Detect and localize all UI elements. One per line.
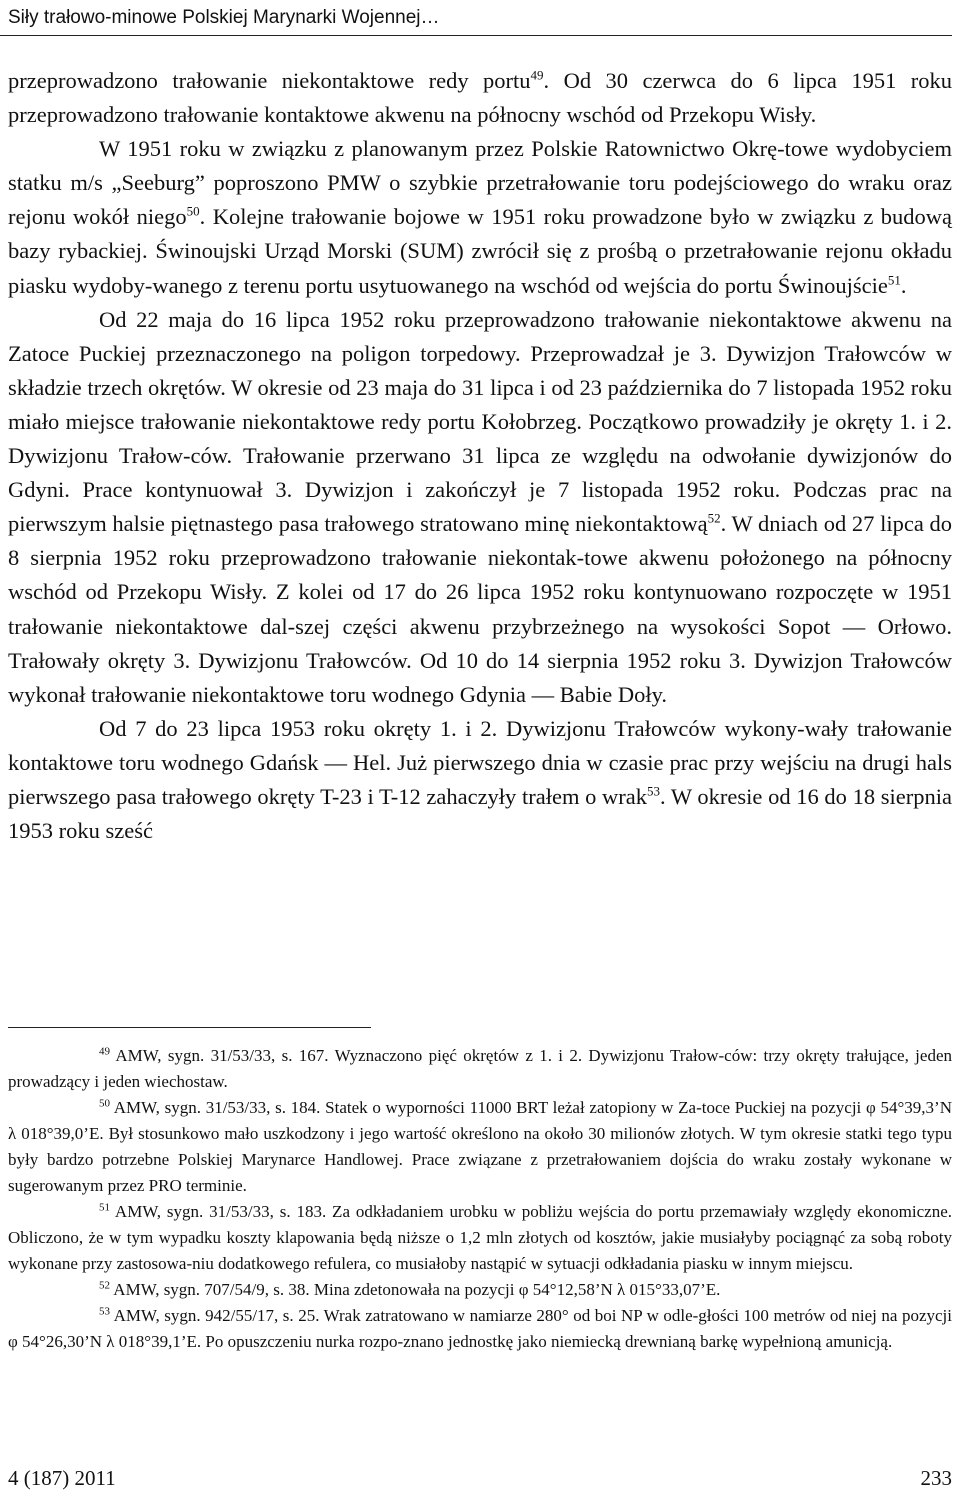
footnote-ref-51: 51 [887,272,901,288]
text-run: . Kolejne trałowanie bojowe w 1951 roku prowadzone było w związku z budową bazy rybackiej. Świnoujski Urząd Morski (SUM) zwrócił się z prośbą o przetrałowanie rejonu okładu piasku wydoby-wanego z terenu portu usytuowanego na wschód od wejścia do portu Świnoujście [8,204,953,298]
paragraph-3 [8,303,952,712]
body-text [8,64,952,848]
footnote-text: AMW, sygn. 31/53/33, s. 167. Wyznaczono pięć okrętów z 1. i 2. Dywizjonu Trałow-ców: trzy okręty trałujące, jeden prowadzący i jeden wiechostaw. [8,1046,952,1091]
footnote-number: 51 [99,1201,110,1214]
footnote-53 [8,1303,952,1355]
issue-label: 4 (187) 2011 [8,1466,116,1490]
footnote-51 [8,1199,952,1277]
text-run: . [900,272,907,298]
paragraph-1 [8,64,952,132]
footnote-number: 49 [99,1045,110,1058]
footnote-ref-50: 50 [186,203,200,219]
footnote-number: 53 [99,1305,110,1318]
footnote-separator [8,1027,371,1028]
text-run: W 1951 roku w związku z planowanym przez Polskie Ratownictwo Okrę-towe wydobyciem statku m/s „Seeburg” poproszono PMW o szybkie przetrałowanie toru podejściowego do wraku oraz rejonu wokół niego [8,136,952,230]
paragraph-4 [8,712,952,848]
footnotes [8,1043,952,1355]
page-footer [8,1464,952,1492]
footnote-number: 50 [99,1097,110,1110]
footnote-50 [8,1095,952,1199]
footnote-text: AMW, sygn. 31/53/33, s. 183. Za odkładaniem urobku w pobliżu wejścia do portu przemawiały względy ekonomiczne. Obliczono, że w tym wypadku koszty klapowania będą niższe o 1,2 mln złotych od kosztów, jakie musiałyby pociągnąć za sobą roboty wykonane przy zastosowa-niu dodatkowego refulera, co musiałoby nastąpić w sytuacji odkładania piasku w innym miejscu. [8,1202,952,1273]
footnote-ref-53: 53 [647,783,661,799]
footnote-52 [8,1277,952,1303]
page-number: 233 [920,1466,952,1490]
footnote-49 [8,1043,952,1095]
footnote-text: AMW, sygn. 942/55/17, s. 25. Wrak zatratowano w namiarze 280° od boi NP w odle-głości 100 metrów od niej na pozycji φ 54°26,30’N λ 018°39,1’E. Po opuszczeniu nurka rozpo-znano jednostkę jako niemiecką drewnianą barkę wypełnioną amunicją. [8,1306,952,1351]
footnote-ref-49: 49 [530,67,544,83]
paragraph-2 [8,132,952,302]
footnote-ref-52: 52 [707,510,721,526]
footnote-number: 52 [99,1279,110,1292]
running-header [0,0,952,36]
running-title: Siły trałowo-minowe Polskiej Marynarki Wojennej… [8,7,440,28]
text-run: . W dniach od 27 lipca do 8 sierpnia 1952 roku przeprowadzono trałowanie niekontak-towe akwenu położonego na północny wschód od Przekopu Wisły. Z kolei od 17 do 26 lipca 1952 roku kontynuowano rozpoczęte w 1951 trałowanie niekontaktowe dal-szej części akwenu przybrzeżnego na wysokości Sopot — Orłowo. Trałowały okręty 3. Dywizjonu Trałowców. Od 10 do 14 sierpnia 1952 roku 3. Dywizjon Trałowców wykonał trałowanie niekontaktowe toru wodnego Gdynia — Babie Doły. [8,511,953,707]
text-run: . W okresie od 16 do 18 sierpnia 1953 roku sześć [8,783,952,844]
text-run: Od 22 maja do 16 lipca 1952 roku przeprowadzono trałowanie niekontaktowe akwenu na Zatoce Puckiej przeznaczonego na poligon torpedowy. Przeprowadzał je 3. Dywizjon Trałowców w składzie trzech okrętów. W okresie od 23 maja do 31 lipca i od 23 października do 7 listopada 1952 roku miało miejsce trałowanie niekontaktowe redy portu Kołobrzeg. Początkowo prowadziły je okręty 1. i 2. Dywizjonu Trałow-ców. Trałowanie przerwano 31 lipca ze względu na odwołanie dywizjonów do Gdyni. Prace kontynuował 3. Dywizjon i zakończył je 7 listopada 1952 roku. Podczas prac na pierwszym halsie piętnastego pasa trałowego stratowano minę niekontaktową [8,306,952,537]
text-run: . Od 30 czerwca do 6 lipca 1951 roku przeprowadzono trałowanie kontaktowe akwenu na północny wschód od Przekopu Wisły. [8,68,952,128]
footnote-text: AMW, sygn. 707/54/9, s. 38. Mina zdetonowała na pozycji φ 54°12,58’N λ 015°33,07’E. [110,1280,721,1299]
text-run: przeprowadzono trałowanie niekontaktowe redy portu [8,68,531,93]
text-run: Od 7 do 23 lipca 1953 roku okręty 1. i 2. Dywizjonu Trałowców wykony-wały trałowanie kontaktowe toru wodnego Gdańsk — Hel. Już pierwszego dnia w czasie prac przy wejściu na drugi hals pierwszego pasa trałowego okręty T-23 i T-12 zahaczyły trałem o wrak [8,715,952,809]
footnote-text: AMW, sygn. 31/53/33, s. 184. Statek o wyporności 11000 BRT leżał zatopiony w Za-toce Puckiej na pozycji φ 54°39,3’N λ 018°39,0’E. Był stosunkowo mało uszkodzony i jego wartość określono na około 30 milionów złotych. W tym okresie statki tego typu były bardzo potrzebne Polskiej Marynarce Handlowej. Prace związane z przetrałowaniem dojścia do wraku zostały wykonane w sugerowanym przez PRO terminie. [8,1098,952,1195]
